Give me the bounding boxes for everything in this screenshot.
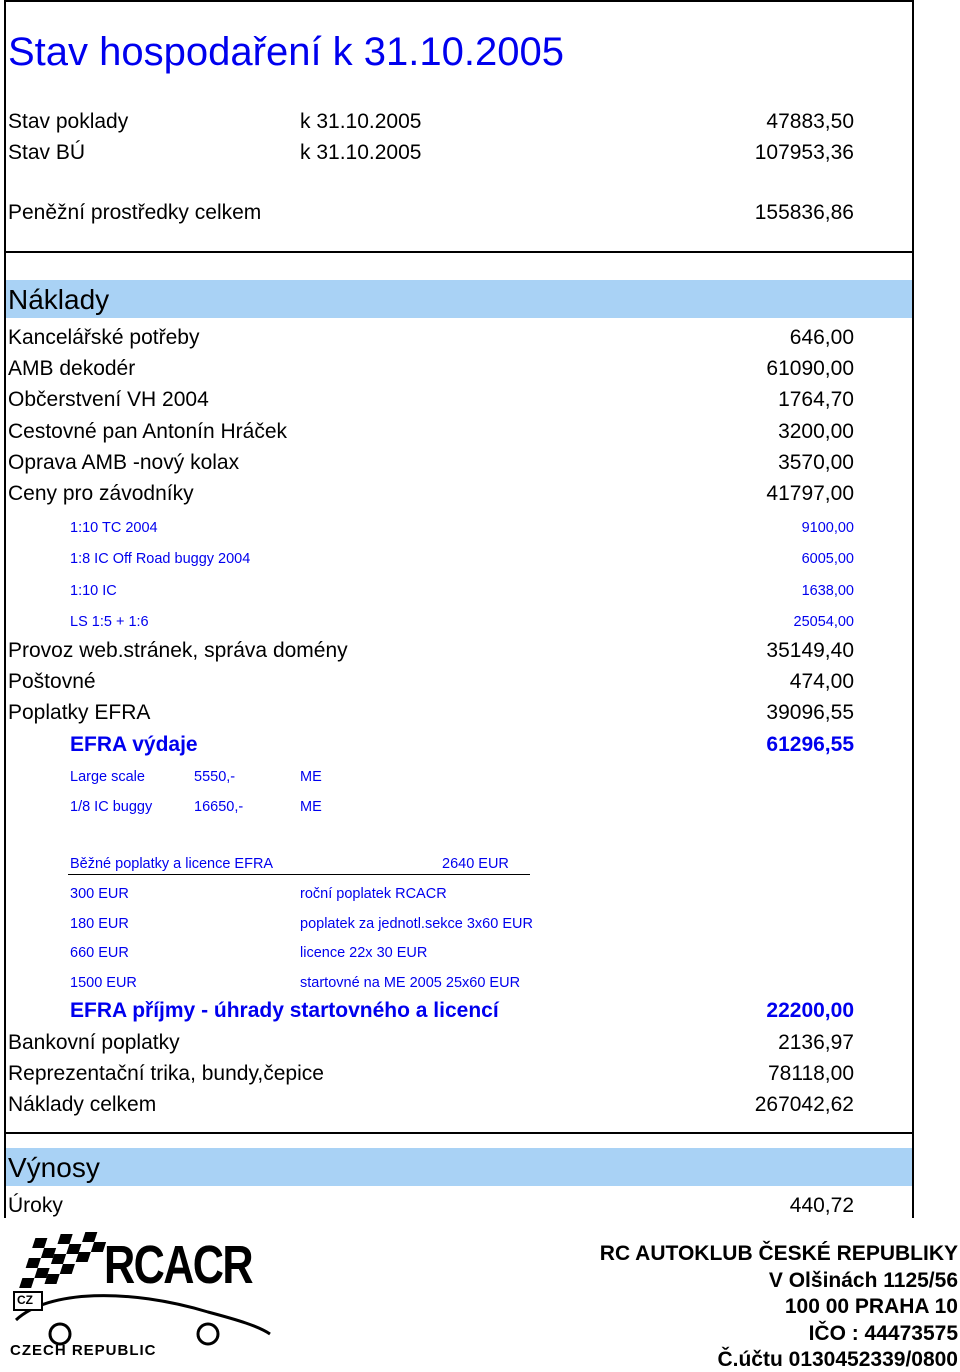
- prize-label: 1:10 TC 2004: [70, 520, 158, 536]
- prize-value: 1638,00: [801, 583, 854, 599]
- efra-income-value: 22200,00: [766, 999, 854, 1022]
- fee-desc: startovné na ME 2005 25x60 EUR: [300, 975, 521, 991]
- page-title: Stav hospodaření k 31.10.2005: [8, 30, 564, 74]
- prize-label: LS 1:5 + 1:6: [70, 614, 149, 630]
- frame-left: [4, 0, 6, 1218]
- cost-label: Poplatky EFRA: [8, 701, 151, 724]
- address-line: Č.účtu 0130452339/0800: [717, 1348, 958, 1371]
- cost-label: Kancelářské potřeby: [8, 326, 200, 349]
- costs-heading-band: [6, 280, 912, 318]
- efra-item-class: Large scale: [70, 769, 145, 785]
- fee-amount: 1500 EUR: [70, 975, 137, 991]
- revenue-heading-band: [6, 1148, 912, 1186]
- fee-amount: 300 EUR: [70, 886, 129, 902]
- efra-item-amount: 5550,-: [194, 769, 236, 785]
- costs-heading: Náklady: [8, 284, 110, 315]
- cost-value: 474,00: [789, 670, 854, 693]
- cost-value: 2136,97: [778, 1031, 854, 1054]
- costs-total-label: Náklady celkem: [8, 1093, 157, 1116]
- balance-date: k 31.10.2005: [300, 141, 422, 164]
- address-line: V Olšinách 1125/56: [768, 1269, 958, 1292]
- fee-amount: 660 EUR: [70, 945, 129, 961]
- balance-value: 107953,36: [754, 141, 854, 164]
- efra-item-note: ME: [300, 799, 322, 815]
- fee-desc: licence 22x 30 EUR: [300, 945, 428, 961]
- cost-value: 39096,55: [766, 701, 854, 724]
- cost-value: 78118,00: [767, 1062, 854, 1085]
- logo-caption: CZECH REPUBLIC: [10, 1342, 157, 1359]
- efra-income-label: EFRA příjmy - úhrady startovného a licencí: [70, 999, 499, 1022]
- logo-badge: CZ: [17, 1293, 33, 1307]
- costs-total-value: 267042,62: [754, 1093, 854, 1116]
- cost-label: Poštovné: [8, 670, 96, 693]
- fee-desc: poplatek za jednotl.sekce 3x60 EUR: [300, 916, 533, 932]
- total-funds-label: Peněžní prostředky celkem: [8, 201, 262, 224]
- revenue-heading: Výnosy: [8, 1152, 100, 1183]
- cost-value: 646,00: [789, 326, 854, 349]
- efra-expenses-label: EFRA výdaje: [70, 733, 198, 756]
- efra-item-class: 1/8 IC buggy: [70, 799, 153, 815]
- cost-label: Občerstvení VH 2004: [8, 388, 209, 411]
- address-line: RC AUTOKLUB ČESKÉ REPUBLIKY: [599, 1242, 958, 1265]
- address-line: 100 00 PRAHA 10: [784, 1295, 958, 1318]
- cost-label: AMB dekodér: [8, 357, 136, 380]
- revenue-label: Úroky: [8, 1194, 63, 1217]
- prize-value: 25054,00: [793, 614, 854, 630]
- cost-value: 41797,00: [766, 482, 854, 505]
- cost-label: Bankovní poplatky: [8, 1031, 180, 1054]
- cost-value: 3200,00: [778, 420, 854, 443]
- balance-date: k 31.10.2005: [300, 110, 422, 133]
- balance-label: Stav poklady: [8, 110, 129, 133]
- cost-value: 3570,00: [778, 451, 854, 474]
- efra-fees-label: Běžné poplatky a licence EFRA: [70, 856, 274, 872]
- prize-label: 1:10 IC: [70, 583, 117, 599]
- section-divider: [4, 1132, 914, 1134]
- fee-desc: roční poplatek RCACR: [300, 886, 447, 902]
- efra-item-note: ME: [300, 769, 322, 785]
- cost-label: Provoz web.stránek, správa domény: [8, 639, 348, 662]
- prize-value: 6005,00: [801, 551, 854, 567]
- cost-label: Reprezentační trika, bundy,čepice: [8, 1062, 324, 1085]
- efra-expenses-value: 61296,55: [766, 733, 854, 756]
- balance-label: Stav BÚ: [8, 141, 86, 164]
- cost-label: Ceny pro závodníky: [8, 482, 194, 505]
- balance-value: 47883,50: [766, 110, 854, 133]
- prize-label: 1:8 IC Off Road buggy 2004: [70, 551, 251, 567]
- fees-underline: [68, 874, 530, 875]
- cost-value: 61090,00: [766, 357, 854, 380]
- fee-amount: 180 EUR: [70, 916, 129, 932]
- cost-value: 1764,70: [778, 388, 854, 411]
- cost-label: Cestovné pan Antonín Hráček: [8, 420, 288, 443]
- frame-top: [4, 0, 914, 2]
- section-divider: [4, 251, 914, 253]
- efra-fees-value: 2640 EUR: [442, 856, 509, 872]
- logo-wordmark: RCACR: [104, 1235, 252, 1295]
- rcacr-logo: [8, 1230, 276, 1360]
- revenue-value: 440,72: [789, 1194, 854, 1217]
- efra-item-amount: 16650,-: [194, 799, 244, 815]
- frame-right: [912, 0, 914, 1218]
- cost-value: 35149,40: [766, 639, 854, 662]
- address-line: IČO : 44473575: [808, 1322, 958, 1345]
- cost-label: Oprava AMB -nový kolax: [8, 451, 240, 474]
- total-funds-value: 155836,86: [754, 201, 854, 224]
- prize-value: 9100,00: [801, 520, 854, 536]
